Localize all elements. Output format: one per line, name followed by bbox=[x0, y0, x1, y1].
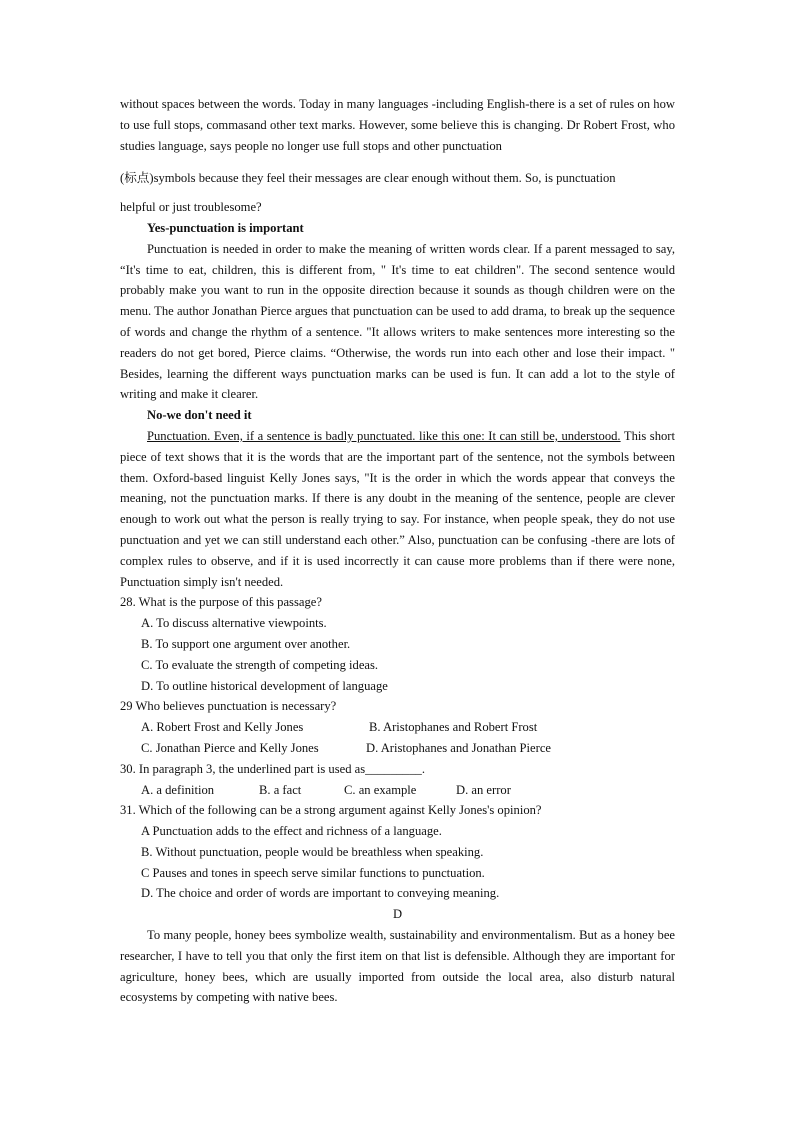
passage-d-label: D bbox=[392, 907, 403, 922]
intro-text-2: (标点)symbols because they feel their messages are clear enough without them. So, is punctuation bbox=[120, 171, 616, 186]
document-page bbox=[120, 94, 675, 1008]
section-yes-body: Punctuation is needed in order to make the meaning of written words clear. If a parent messaged to say, “It's time to eat, children, this is different from, " It's time to eat children". The second sentence would probably make you want to run in the opposite direction because it sounds as though children were on the menu. The author Jonathan Pierce argues that punctuation can be used to add drama, to break up the sequence of words and change the rhythm of a sentence. "It allows writers to make sentences more interesting so the readers do not get bored, Pierce claims. “Otherwise, the words run into each other and lose their impact. " Besides, learning the different ways punctuation marks can be used is fun. It can add a lot to the style of writing and make it clearer. bbox=[120, 241, 675, 402]
intro-paragraph bbox=[120, 94, 675, 156]
question-29-row-1 bbox=[120, 717, 675, 738]
passage-d-body: To many people, honey bees symbolize wealth, sustainability and environmentalism. But as a honey bee researcher, I have to tell you that only the first item on that list is defensible. Although they are important for agriculture, honey bees, which are usually imported from outside the local area, also disturb natural ecosystems by competing with native bees. bbox=[120, 928, 675, 1005]
intro-paragraph-cont bbox=[120, 168, 675, 189]
question-28-stem: 28. What is the purpose of this passage? bbox=[120, 595, 322, 610]
question-29-option-a: A. Robert Frost and Kelly Jones bbox=[141, 720, 304, 735]
underlined-sentence: Punctuation. Even, if a sentence is badly punctuated. like this one: It can still be, understood. bbox=[147, 428, 621, 443]
question-30-option-a: A. a definition bbox=[141, 782, 215, 797]
question-30-option-c: C. an example bbox=[344, 782, 417, 797]
question-31-option-a: A Punctuation adds to the effect and richness of a language. bbox=[141, 824, 442, 839]
intro-paragraph-end bbox=[120, 197, 675, 218]
section-no-text: This short piece of text shows that it is the words that are the important part of the sentence, not the symbols between them. Oxford-based linguist Kelly Jones says, "It is the order in which the words appear that conveys the meaning, not the punctuation marks. If there is any doubt in the meaning of the sentence, people are clever enough to work out what the person is really trying to say. For instance, when people speak, they do not use punctuation and yet we can still understand each other.” Also, punctuation can be confusing -there are lots of complex rules to observe, and if it is used incorrectly it can cause more problems than if there were none, Punctuation simply isn't needed. bbox=[120, 428, 675, 589]
question-29-stem: 29 Who believes punctuation is necessary? bbox=[120, 699, 337, 714]
section-no-body bbox=[120, 426, 675, 592]
question-28-option-c: C. To evaluate the strength of competing ideas. bbox=[141, 657, 379, 672]
question-30-stem: 30. In paragraph 3, the underlined part is used as_________. bbox=[120, 761, 425, 776]
question-29-option-b: B. Aristophanes and Robert Frost bbox=[369, 720, 538, 735]
intro-text-1: without spaces between the words. Today in many languages -including English-there is a set of rules on how to use full stops, commasand other text marks. However, some believe this is changing. Dr Robert Frost, who studies language, says people no longer use full stops and other punctuation bbox=[120, 97, 675, 153]
question-28-option-d: D. To outline historical development of language bbox=[141, 678, 388, 693]
question-30-option-b: B. a fact bbox=[259, 782, 302, 797]
intro-text-3: helpful or just troublesome? bbox=[120, 200, 262, 215]
question-28-option-a: A. To discuss alternative viewpoints. bbox=[141, 616, 327, 631]
question-31-stem: 31. Which of the following can be a strong argument against Kelly Jones's opinion? bbox=[120, 803, 542, 818]
section-no-heading: No-we don't need it bbox=[147, 408, 252, 423]
section-yes-heading: Yes-punctuation is important bbox=[147, 220, 304, 235]
question-28-option-b: B. To support one argument over another. bbox=[141, 636, 351, 651]
question-31-option-b: B. Without punctuation, people would be breathless when speaking. bbox=[141, 844, 484, 859]
question-29-option-d: D. Aristophanes and Jonathan Pierce bbox=[366, 740, 552, 755]
question-30-options bbox=[120, 780, 675, 801]
question-29-option-c: C. Jonathan Pierce and Kelly Jones bbox=[141, 740, 319, 755]
question-31-option-c: C Pauses and tones in speech serve similar functions to punctuation. bbox=[141, 865, 485, 880]
question-29-row-2 bbox=[120, 738, 675, 759]
question-30-option-d: D. an error bbox=[456, 782, 511, 797]
question-31-option-d: D. The choice and order of words are important to conveying meaning. bbox=[141, 886, 500, 901]
